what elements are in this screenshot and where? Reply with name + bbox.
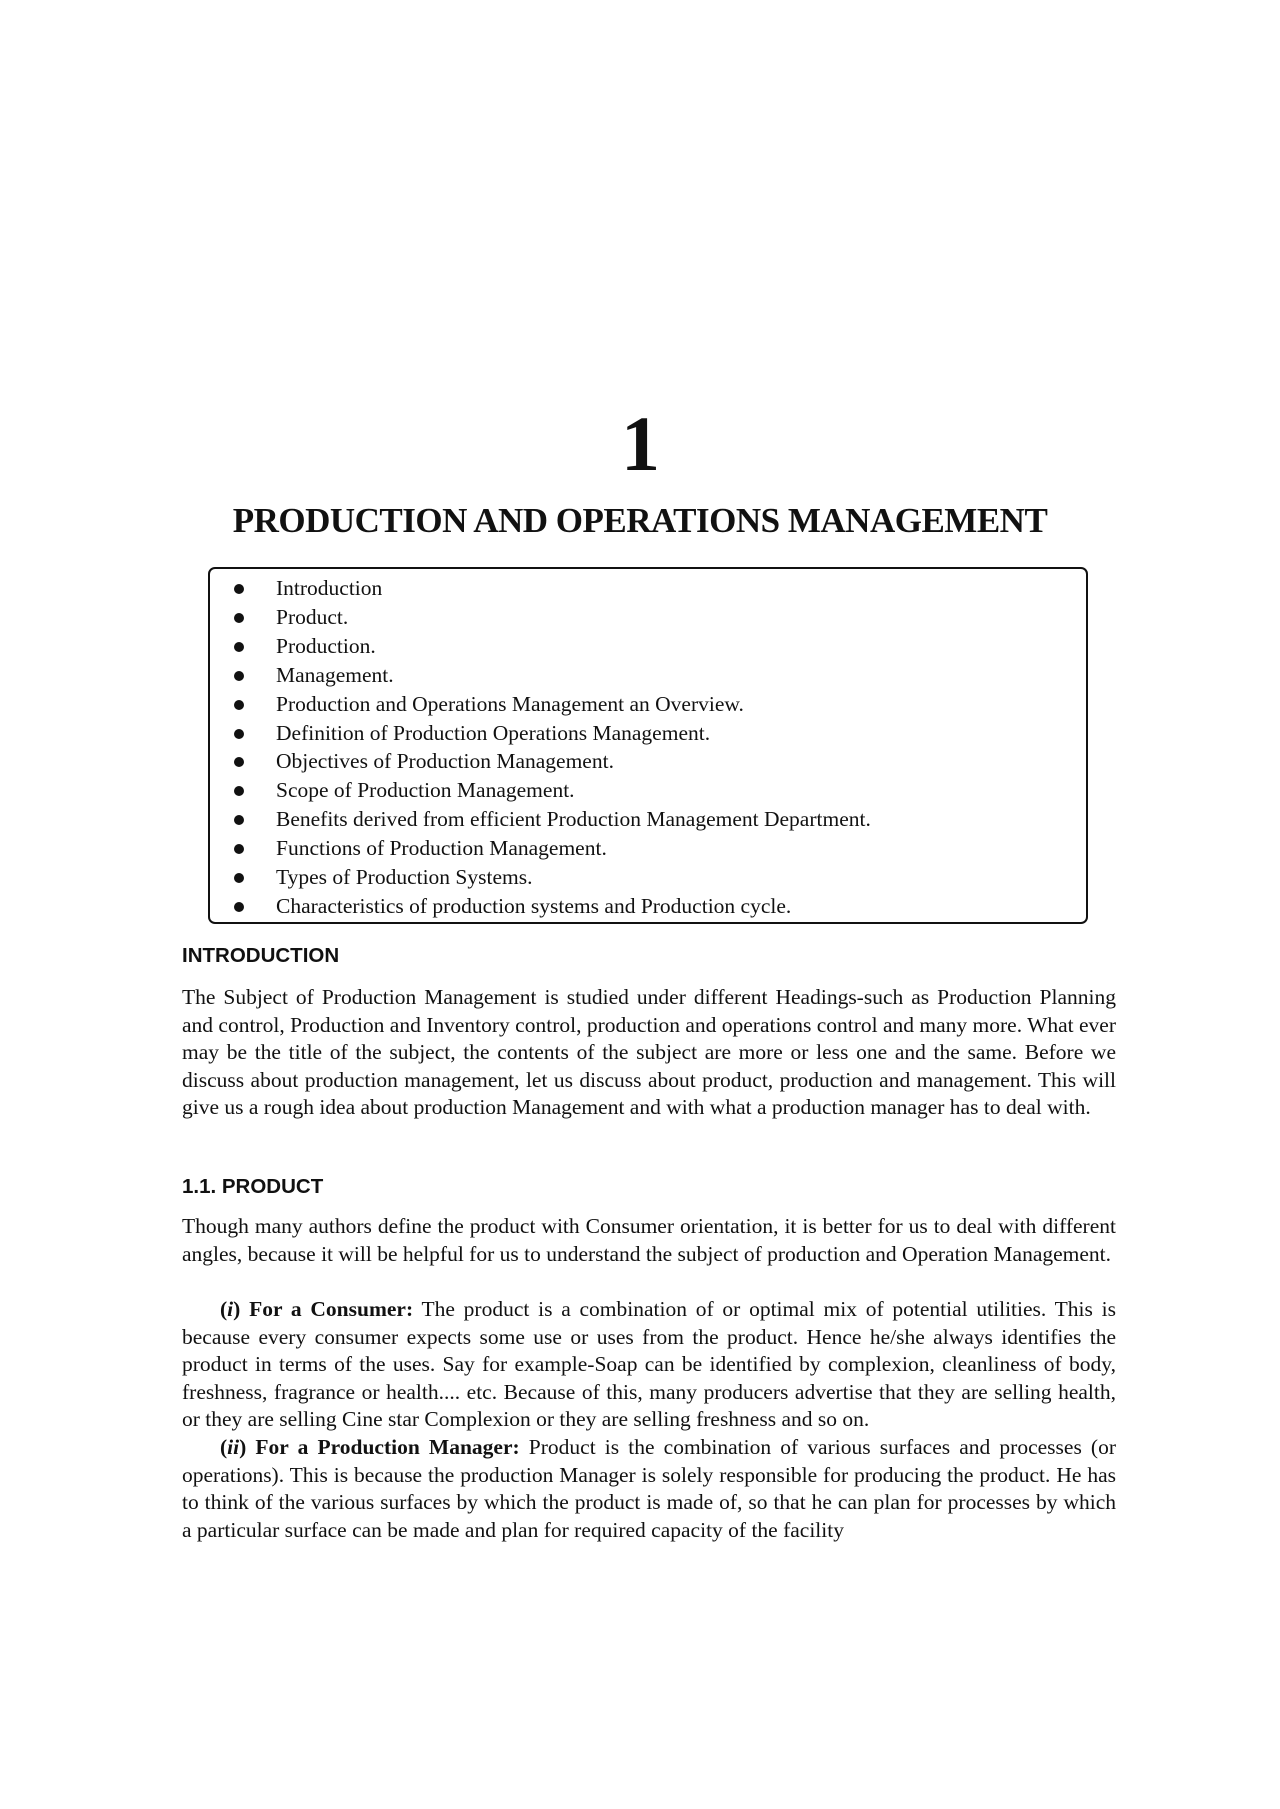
outline-item-label: Benefits derived from efficient Production Management Department. [276,807,871,832]
manager-label: For a Production Manager: [255,1435,520,1459]
outline-item-label: Types of Production Systems. [276,865,533,890]
outline-item [234,834,871,863]
outline-item [234,747,871,776]
product-paragraph: Though many authors define the product with Consumer orientation, it is better for us to deal with different angles, because it will be helpful for us to understand the subject of production and Operation Management. [182,1214,1116,1266]
outline-item [234,805,871,834]
outline-item-label: Objectives of Production Management. [276,749,614,774]
introduction-paragraph: The Subject of Production Management is studied under different Headings-such as Production Planning and control, Production and Inventory control, production and operations control and many more. What ever may be the title of the subject, the contents of the subject are more or less one and the same. Before we discuss about production management, let us discuss about product, production and management. This will give us a rough idea about production Management and with what a production manager has to deal with. [182,985,1117,1120]
bullet-icon [234,815,244,825]
outline-item [234,661,871,690]
outline-item-label: Scope of Production Management. [276,778,575,803]
outline-item-label: Characteristics of production systems and Production cycle. [276,893,792,918]
bullet-icon [234,729,244,739]
outline-item-label: Production. [276,633,376,658]
outline-item-label: Production and Operations Management an Overview. [276,691,744,716]
product-heading: 1.1. PRODUCT [182,1175,324,1198]
outline-item-label: Functions of Production Management. [276,836,607,861]
outline-item [234,892,871,921]
bullet-icon [234,613,244,623]
consumer-label: For a Consumer: [249,1297,414,1321]
chapter-outline-box [208,567,1088,924]
outline-item [234,690,871,719]
bullet-icon [234,584,244,594]
bullet-icon [234,786,244,796]
outline-item [234,574,871,603]
outline-item-label: Management. [276,662,394,687]
consumer-paragraph: (i) For a Consumer: The product is a combination of or optimal mix of potential utilities. This is because every consumer expects some use or uses from the product. Hence he/she always identifies the product in terms of the uses. Say for example-Soap can be identified by complexion, cleanliness of body, freshness, fragrance or health.... etc. Because of this, many producers advertise that they are selling health, or they are selling Cine star Complexion or they are selling freshness and so on. [182,1297,1116,1432]
consumer-label-number: i [227,1297,234,1321]
outline-item [234,719,871,748]
bullet-icon [234,700,244,710]
bullet-icon [234,642,244,652]
chapter-outline-list [234,574,871,921]
outline-item [234,863,871,892]
outline-item-label: Definition of Production Operations Management. [276,720,711,745]
bullet-icon [234,757,244,767]
chapter-number: 1 [621,400,659,487]
outline-item [234,632,871,661]
manager-paragraph: (ii) For a Production Manager: Product is the combination of various surfaces and processes (or operations). This is because the production Manager is solely responsible for producing the product. He has to think of the various surfaces by which the product is made of, so that he can plan for processes by which a particular surface can be made and plan for required capacity of the facility [182,1435,1117,1542]
outline-item [234,603,871,632]
outline-item [234,776,871,805]
bullet-icon [234,844,244,854]
introduction-heading: INTRODUCTION [182,944,340,967]
consumer-text: The product is a combination of or optimal mix of potential utilities. This is because every consumer expects some use or uses from the product. Hence he/she always identifies the product in terms of the uses. Say for example-Soap can be identified by complexion, cleanliness of body, freshness, fragrance or health.... etc. Because of this, many producers advertise that they are selling health, or they are selling Cine star Complexion or they are selling freshness and so on. [182,1297,1116,1432]
bullet-icon [234,902,244,912]
bullet-icon [234,873,244,883]
outline-item-label: Product. [276,604,349,629]
manager-text: Product is the combination of various surfaces and processes (or operations). This is because the production Manager is solely responsible for producing the product. He has to think of the various surfaces by which the product is made of, so that he can plan for processes by which a particular surface can be made and plan for required capacity of the facility [182,1435,1117,1542]
chapter-title: PRODUCTION AND OPERATIONS MANAGEMENT [232,501,1048,540]
outline-item-label: Introduction [276,576,383,600]
bullet-icon [234,671,244,681]
manager-label-number: ii [227,1435,240,1459]
